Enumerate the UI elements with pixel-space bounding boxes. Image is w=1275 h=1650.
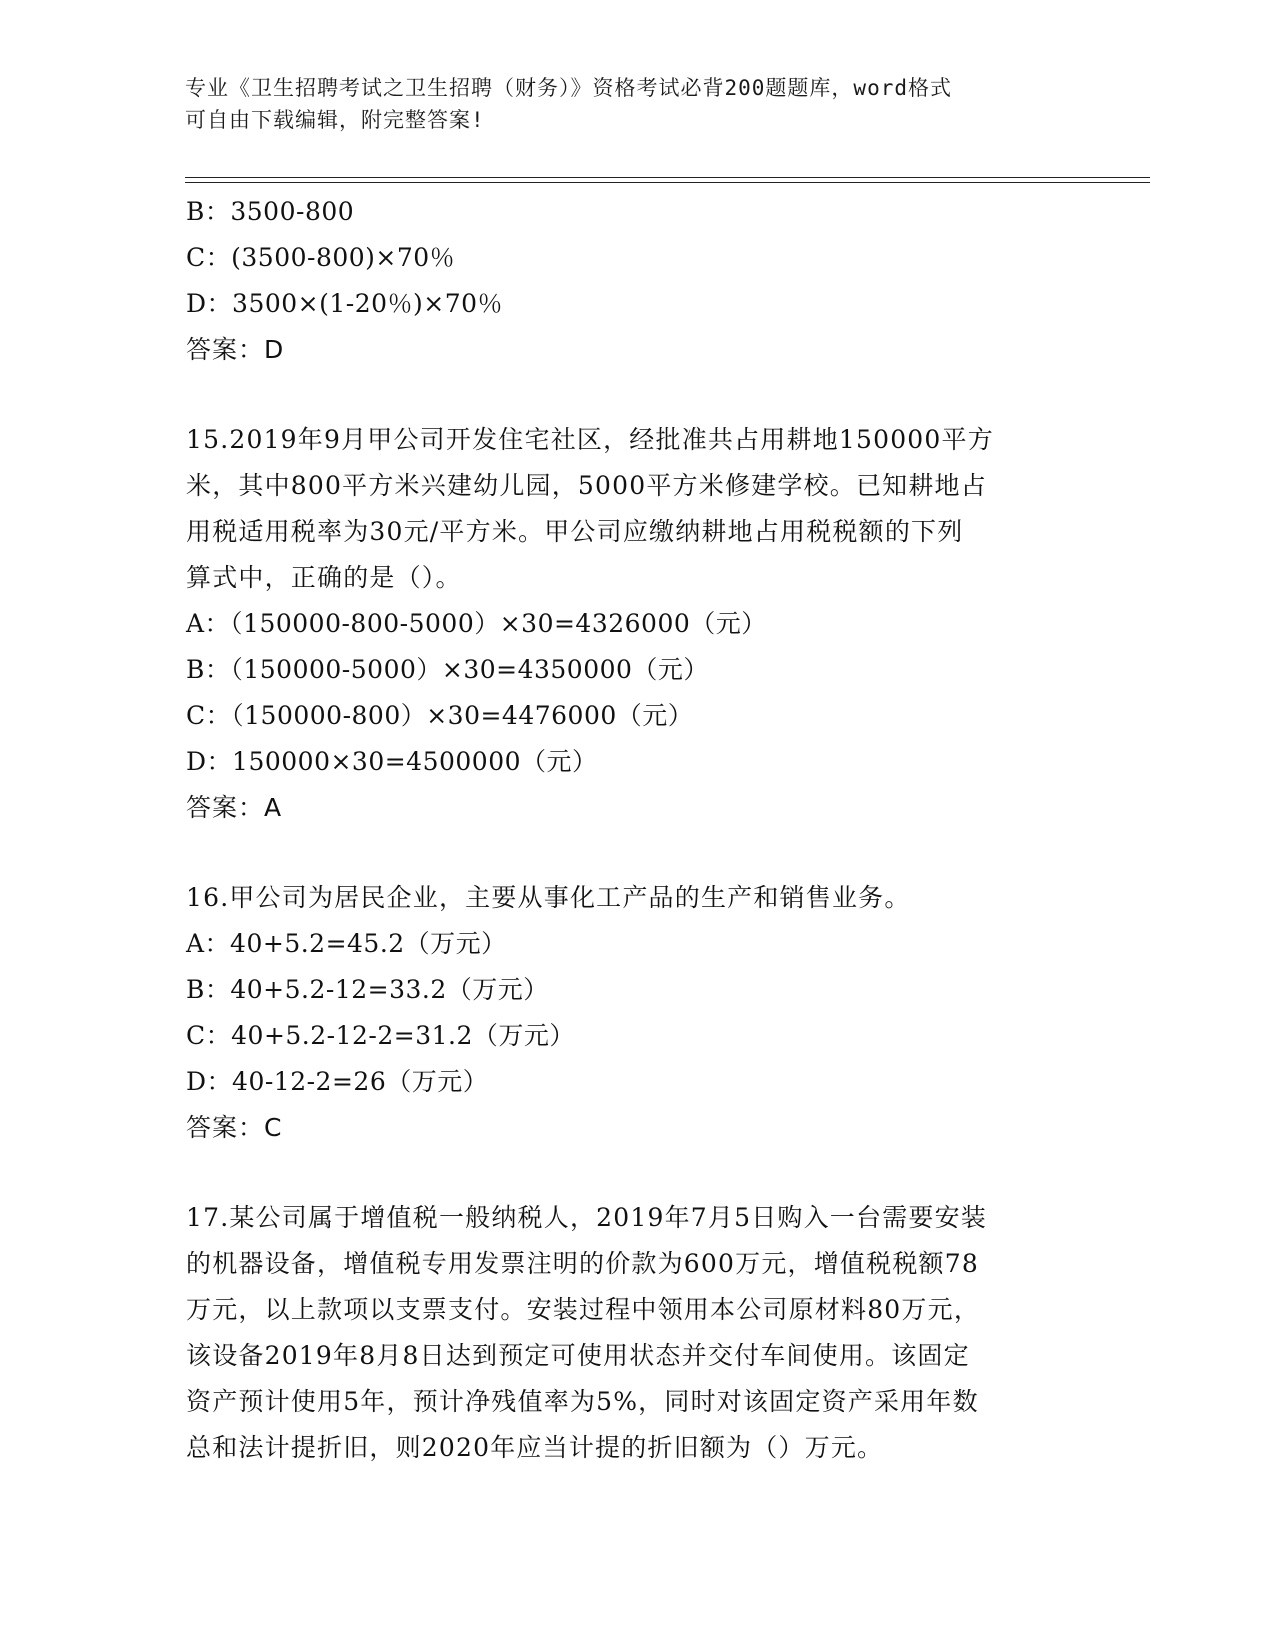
- option-b: B：40+5.2-12=33.2（万元）: [186, 975, 549, 1004]
- question-text-line: 15.2019年9月甲公司开发住宅社区，经批准共占用耕地150000平方: [186, 425, 994, 454]
- question-text-line: 总和法计提折旧，则2020年应当计提的折旧额为（）万元。: [186, 1433, 884, 1462]
- answer-line: 答案：D: [186, 335, 285, 364]
- question-content: [186, 189, 1086, 1471]
- option-d: D：3500×(1-20％)×70％: [186, 289, 504, 318]
- option-b: B：（150000-5000）×30=4350000（元）: [186, 655, 709, 684]
- option-b: B：3500-800: [186, 197, 355, 226]
- question-text-line: 万元，以上款项以支票支付。安装过程中领用本公司原材料80万元，: [186, 1295, 981, 1324]
- answer-line: 答案：A: [186, 793, 283, 822]
- spacer: [186, 831, 1086, 875]
- option-d: D：40-12-2=26（万元）: [186, 1067, 489, 1096]
- option-a: A：40+5.2=45.2（万元）: [186, 929, 507, 958]
- header-divider-top: [185, 177, 1150, 178]
- question-text-line: 的机器设备，增值税专用发票注明的价款为600万元，增值税税额78: [186, 1249, 979, 1278]
- answer-line: 答案：C: [186, 1113, 283, 1142]
- header-divider-bottom: [185, 182, 1150, 183]
- question-17: [186, 1195, 1086, 1471]
- option-c: C：（150000-800）×30=4476000（元）: [186, 701, 694, 730]
- question-text-line: 资产预计使用5年，预计净残值率为5%，同时对该固定资产采用年数: [186, 1387, 979, 1416]
- header-title-line-2: 可自由下载编辑，附完整答案!: [185, 108, 485, 132]
- question-text-line: 米，其中800平方米兴建幼儿园，5000平方米修建学校。已知耕地占: [186, 471, 987, 500]
- question-text-line: 算式中，正确的是（）。: [186, 563, 462, 592]
- question-14: [186, 189, 1086, 373]
- question-text-line: 用税适用税率为30元/平方米。甲公司应缴纳耕地占用税税额的下列: [186, 517, 964, 546]
- question-16: [186, 875, 1086, 1151]
- option-c: C：(3500-800)×70％: [186, 243, 456, 272]
- question-text-line: 16.甲公司为居民企业，主要从事化工产品的生产和销售业务。: [186, 883, 911, 912]
- page-header: [185, 72, 1065, 136]
- option-c: C：40+5.2-12-2=31.2（万元）: [186, 1021, 575, 1050]
- spacer: [186, 373, 1086, 417]
- spacer: [186, 1151, 1086, 1195]
- option-a: A：（150000-800-5000）×30=4326000（元）: [186, 609, 767, 638]
- question-text-line: 17.某公司属于增值税一般纳税人，2019年7月5日购入一台需要安装: [186, 1203, 987, 1232]
- question-text-line: 该设备2019年8月8日达到预定可使用状态并交付车间使用。该固定: [186, 1341, 970, 1370]
- header-title-line-1: 专业《卫生招聘考试之卫生招聘（财务）》资格考试必背200题题库，word格式: [185, 76, 952, 100]
- option-d: D：150000×30=4500000（元）: [186, 747, 598, 776]
- question-15: [186, 417, 1086, 831]
